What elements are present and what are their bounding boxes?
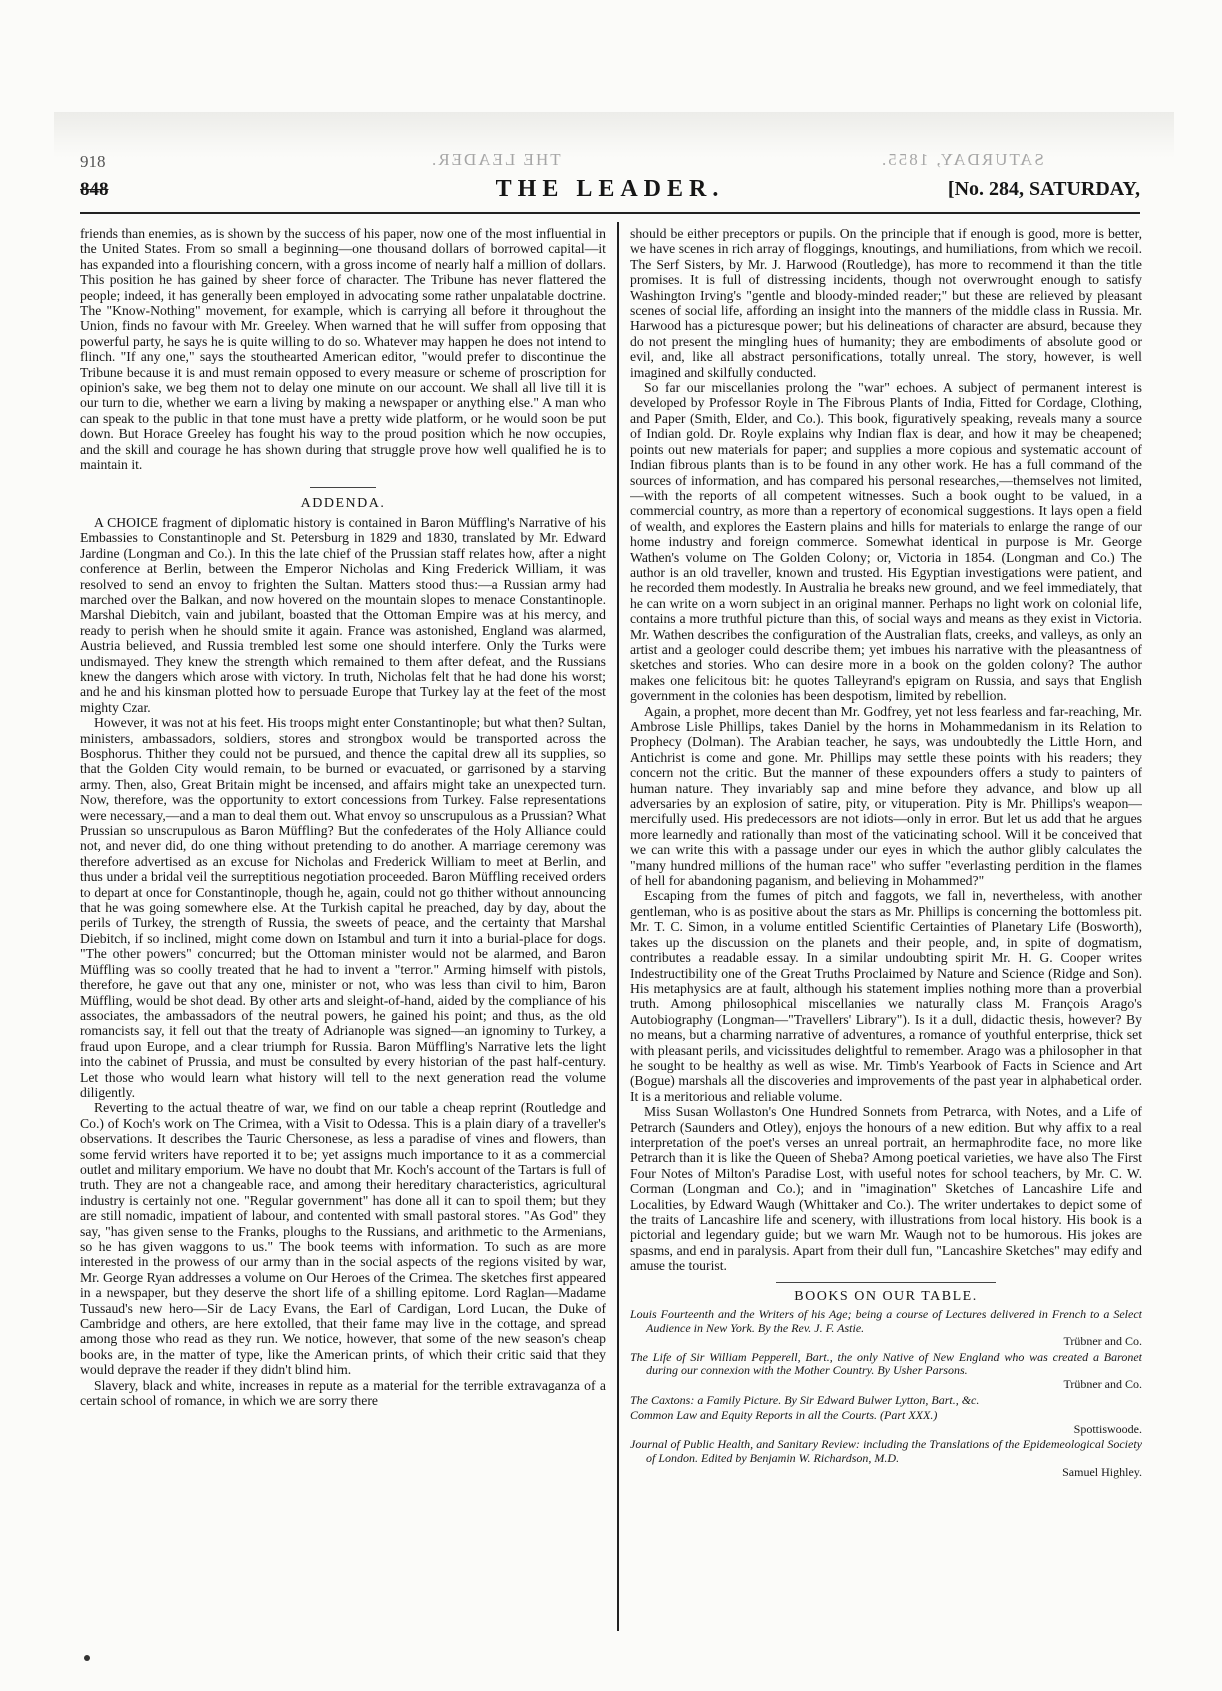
issue-label: [No. 284, SATURDAY, [947, 178, 1140, 200]
newspaper-title: THE LEADER. [495, 176, 725, 202]
section-separator [310, 487, 376, 488]
book-entry [630, 1409, 1142, 1436]
book-title: Journal of Public Health, and Sanitary Review: including the Translations of the Epidemeological Society of London. Edited by Benjamin W. Richardson, M.D. [630, 1437, 1142, 1465]
paragraph-slavery: Slavery, black and white, increases in repute as a material for the terrible extravaganza of a certain school of romance, in which we are sorry there [80, 1377, 606, 1409]
book-title: The Caxtons: a Family Picture. By Sir Edward Bulwer Lytton, Bart., &c. [630, 1392, 980, 1407]
paragraph-royle: So far our miscellanies prolong the "war" echoes. A subject of permanent interest is developed by Professor Royle in The Fibrous Plants of India, Fitted for Cordage, Clothing, and Paper (Smith, Elder, and Co.). This book, figuratively speaking, reveals many a source of Indian gold. Dr. Royle explains why Indian flax is dear, and how it may be cheapened; points out new materials for paper; and supplies a more copious and systematic account of Indian fibrous plants than is to be found in any other work. He has a full command of the sources of information, and has compared his personal researches,—themselves not limited,—with the reports of all competent witnesses. Such a book ought to be valued, in a commercial country, as more than a repertory of economical suggestions. It lays open a field of wealth, and explores the Eastern plains and hills for materials to enlarge the range of our home industry and foreign commerce. Somewhat identical in purpose is Mr. George Wathen's volume on The Golden Colony; or, Victoria in 1854. (Longman and Co.) The author is an old traveller, known and trusted. His Egyptian investigations were patient, and he recorded them modestly. In Australia he breaks new ground, and we feel immediately, that he can write on a worn subject in an original manner. Perhaps no light work on colonial life, contains a more truthful picture than this, of social ways and means as they exist in Victoria. Mr. Wathen describes the configuration of the Australian flats, creeks, and valleys, as only an artist and a geologer could describe them; yet imbues his narrative with the pleasantness of sketches and stories. Who can desire more in a book on the golden colony? The author makes one felicitous bit: he quotes Talleyrand's epigram on Russia, and says that English government in the colonies has been despotism, limited by rebellion. [630, 380, 1142, 704]
paragraph-muffling: A CHOICE fragment of diplomatic history is contained in Baron Müffling's Narrative of his Embassies to Constantinople and St. Petersburg in 1829 and 1830, translated by Mr. Edward Jardine (Longman and Co.). In this the late chief of the Prussian staff relates how, after a night conference at Berlin, between the Emperor Nicholas and King Frederick William, it was resolved to send an envoy to frighten the Sultan. Matters stood thus:—a Russian army had marched over the Balkan, and now hovered on the mountain slopes to menace Constantinople. Marshal Diebitch, vain and jubilant, boasted that the Ottoman Empire was at his mercy, and ready to perish when he should smite it again. France was astonished, England was alarmed, Austria believed, and Russia trembled lest some one should interfere. Only the Turks were undismayed. They knew the strength which remained to them after defeat, and the Russians knew the dangers which arose with victory. In truth, Nicholas felt that he had done his worst; and he and his kinsman plotted how to persuade Europe that Turkey lay at the feet of the most mighty Czar. [80, 514, 606, 715]
paragraph-serf-sisters: should be either preceptors or pupils. On the principle that if enough is good, more is better, we have scenes in rich array of floggings, knoutings, and humiliations, from which we recoil. The Serf Sisters, by Mr. J. Harwood (Routledge), has more to recommend it than the title promises. It is full of distressing incidents, though not overwrought enough to satisfy Washington Irving's "gentle and bloody-minded reader;" but these are relieved by pleasant scenes of social life, affording an insight into the manners of the middle class in Russia. Mr. Harwood has a picturesque power; but his delineations of character are absurd, because they do not present the mingling hues of humanity; they are embodiments of absolute good or evil, and, like all abstract personifications, totally unreal. The story, however, is well imagined and skilfully conducted. [630, 226, 1142, 380]
ink-dot [84, 1655, 90, 1661]
page-number-top: 918 [80, 152, 106, 171]
paragraph-greeley: friends than enemies, as is shown by the success of his paper, now one of the most influential in the United States. From so small a beginning—one thousand dollars of borrowed capital—it has expanded into a flourishing concern, with a gross income of nearly half a million of dollars. This position he has gained by sheer force of character. The Tribune has never flattered the people; indeed, it has generally been employed in advocating some rather unpalatable doctrine. The "Know-Nothing" movement, for example, which is carrying all before it throughout the Union, finds no favour with Mr. Greeley. When warned that he will suffer from opposing that powerful party, he says he is quite willing to do so. Whatever may happen he does not intend to flinch. "If any one," says the stouthearted American editor, "would prefer to discontinue the Tribune because it is and must remain opposed to every measure or scheme of proscription for opinion's sake, we beg them not to delay one minute on our account. We shall all live till it is our turn to die, whether we earn a living by making a newspaper or anything else." A man who can speak to the public in that tone must have a pretty wide platform, or he would soon be put down. But Horace Greeley has fought his way to the proud position which he now occupies, and the skill and courage he has shown during that struggle prove how well qualified he is to maintain it. [80, 226, 606, 473]
book-publisher: Spottiswoode. [1073, 1421, 1142, 1436]
book-entry [630, 1438, 1142, 1479]
books-heading: BOOKS ON OUR TABLE. [794, 1288, 978, 1304]
addenda-heading: ADDENDA. [300, 495, 386, 511]
book-publisher: Trübner and Co. [1063, 1377, 1142, 1391]
book-entry [630, 1351, 1142, 1392]
ghost-text-right: SATURDAY, 1855. [880, 150, 1044, 169]
right-column [630, 226, 1142, 1631]
paragraph-wollaston: Miss Susan Wollaston's One Hundred Sonnets from Petrarca, with Notes, and a Life of Petrarch (Saunders and Otley), enjoys the honours of a new edition. But why affix to a real interpretation of the poet's verses an unreal portrait, an hermaphrodite face, no more like Petrarch than it is like the Queen of Sheba? Among poetical varieties, we have also The First Four Notes of Milton's Paradise Lost, with useful notes for school teachers, by Mr. C. W. Corman (Longman and Co.); and in "imagination" Sketches of Lancashire Life and Localities, by Edward Waugh (Whittaker and Co.). The writer undertakes to depict some of the traits of Lancashire life and scenery, with illustrations from local history. His book is a pictorial and legendary guide; but we warn Mr. Waugh not to be humorous. His jokes are spasms, and end in paralysis. Apart from their dull fun, "Lancashire Sketches" may edify and amuse the tourist. [630, 1104, 1142, 1274]
paragraph-simon: Escaping from the fumes of pitch and faggots, we fall in, nevertheless, with another gentleman, who is as positive about the stars as Mr. Phillips is concerning the bottomless pit. Mr. T. C. Simon, in a volume entitled Scientific Certainties of Planetary Life (Bosworth), takes up the discussion on the planets and their people, and, in spite of dogmatism, contributes a readable essay. In a similar undoubting spirit Mr. H. G. Cooper writes Indestructibility one of the Great Truths Proclaimed by Nature and Science (Ridge and Son). His metaphysics are at fault, although his statement implies nothing more than a proverbial truth. Among philosophical miscellanies we naturally class M. François Arago's Autobiography (Longman—"Travellers' Library"). Is it a dull, didactic thesis, however? By no means, but a charming narrative of adventures, a romance of youthful enterprise, thick set with pleasant perils, and vicissitudes delightful to remember. Arago was a philosopher in that he sought to be healthy as well as wise. Mr. Timb's Yearbook of Facts in Science and Art (Bogue) marshals all the discoveries and improvements of the past year in alphabetical order. It is a meritorious and reliable volume. [630, 888, 1142, 1104]
book-publisher: Trübner and Co. [1063, 1334, 1142, 1349]
column-divider [617, 222, 619, 1631]
books-separator [776, 1282, 996, 1283]
books-list [630, 1308, 1142, 1479]
masthead-rule [80, 212, 1140, 214]
page-number-struck: 848 [80, 179, 109, 200]
left-column [80, 226, 606, 1631]
book-title: The Life of Sir William Pepperell, Bart., the only Native of New England who was created a Baronet during our connexion with the Mother Country. By Usher Parsons. [630, 1349, 1142, 1378]
ghost-text-left: THE LEADER. [430, 150, 561, 169]
book-entry [630, 1394, 1142, 1408]
book-publisher: Samuel Highley. [1062, 1464, 1142, 1479]
book-entry [630, 1308, 1142, 1349]
paragraph-constantinople: However, it was not at his feet. His troops might enter Constantinople; but what then? Sultan, ministers, ambassadors, soldiers, stores and strongbox would be transported across the Bosphorus. Thither they could not be pursued, and thence the capital drew all its supplies, so that the Golden City would remain, to be burned or evacuated, or garrisoned by a starving army. Then, also, Great Britain might be incensed, and affairs might take an unexpected turn. Now, therefore, was the opportunity to extort concessions from Turkey. False representations were necessary,—and a man to deal them out. What envoy so unscrupulous as a Prussian? What Prussian so unscrupulous as Baron Müffling? But the confederates of the Holy Alliance could not, and never did, do one thing without pretending to do another. A marriage ceremony was therefore advertised as an excuse for Nicholas and Frederick William to meet at Berlin, and thus under a bridal veil the surreptitious negotiation proceeded. Baron Müffling received orders to depart at once for Constantinople, though he, again, could not go thither without announcing that he was going somewhere else. At the Turkish capital he preached, day by day, about the perils of Turkey, the strength of Russia, the sweets of peace, and the certainty that Marshal Diebitch, if so inclined, might come down on Istambul and turn it into a burial-place for dogs. "The other powers" concurred; but the Ottoman minister would not be alarmed, and Baron Müffling was so coolly treated that he had to invent a "terror." Arming himself with pistols, therefore, he gave out that any one, minister or not, who was less than civil to him, Baron Müffling, would be shot dead. By other arts and sleight-of-hand, aided by the compliance of his associates, the ambassadors of the neutral powers, he gained his point; and thus, as the old romancists say, it fell out that the treaty of Adrianople was signed—an ignominy to Turkey, a fraud upon Europe, and a clear triumph for Russia. Baron Müffling's Narrative lets the light into the cabinet of Prussia, and must be consulted by every historian of the past half-century. Let those who would learn what history will tell to the next generation read the volume diligently. [80, 715, 606, 1100]
paragraph-crimea: Reverting to the actual theatre of war, we find on our table a cheap reprint (Routledge and Co.) of Koch's work on The Crimea, with a Visit to Odessa. This is a plain diary of a traveller's observations. It describes the Tauric Chersonese, as less a paradise of vines and flowers, than some fervid writers have reported it to be; yet assigns much importance to it as a commercial outlet and military emporium. We have no doubt that Mr. Koch's account of the Tartars is full of truth. They are not a changeable race, and among their hereditary characteristics, agricultural industry is certainly not one. "Regular government" has done all it can to spoil them; but they are still nomadic, impatient of labour, and contented with small pastoral stores. "As God" they say, "has given sense to the Franks, ploughs to the Russians, and arithmetic to the Armenians, so he has given waggons to us." The book teems with information. To such as are more interested in the prowess of our army than in the social aspects of the regions visited by war, Mr. George Ryan addresses a volume on Our Heroes of the Crimea. The sketches first appeared in a newspaper, but they deserve the short life of a shilling epitome. Lord Raglan—Madame Tussaud's new hero—Sir de Lacy Evans, the Earl of Cardigan, Lord Lucan, the Duke of Cambridge and others, are here extolled, that their fame may live in the cottage, and spread among those who read as they run. We notice, however, that some of the new season's cheap books are, in the matter of type, like the American prints, of which their critic said that they would deprave the reader if they didn't blind him. [80, 1100, 606, 1378]
book-title: Louis Fourteenth and the Writers of his Age; being a course of Lectures delivered in French to a Select Audience in New York. By the Rev. J. F. Astie. [630, 1307, 1142, 1335]
paragraph-phillips: Again, a prophet, more decent than Mr. Godfrey, yet not less fearless and far-reaching, Mr. Ambrose Lisle Phillips, takes Daniel by the horns in Mohammedanism in its Relation to Prophecy (Dolman). The Arabian teacher, he says, was undoubtedly the Little Horn, and Antichrist is come and gone. Mr. Phillips may settle these points with his readers; they concern not the critic. But the manner of these expounders offers a study to painters of human nature. They invariably sap and mine before they advance, and blow up all adversaries by an explosion of satire, pity, or vituperation. Pity is Mr. Phillips's weapon—mercifully used. His predecessors are not idiots—only in error. But let us add that he argues more learnedly and rationally than most of the vaticinating school. Will it be conceived that we can write this with a passage under our eyes in which the author glibly calculates the "many hundred millions of the human race" who suffer "everlasting perdition in the flames of hell for abandoning paganism, and believing in Mohammed?" [630, 703, 1142, 889]
book-title: Common Law and Equity Reports in all the Courts. (Part XXX.) [630, 1408, 938, 1423]
